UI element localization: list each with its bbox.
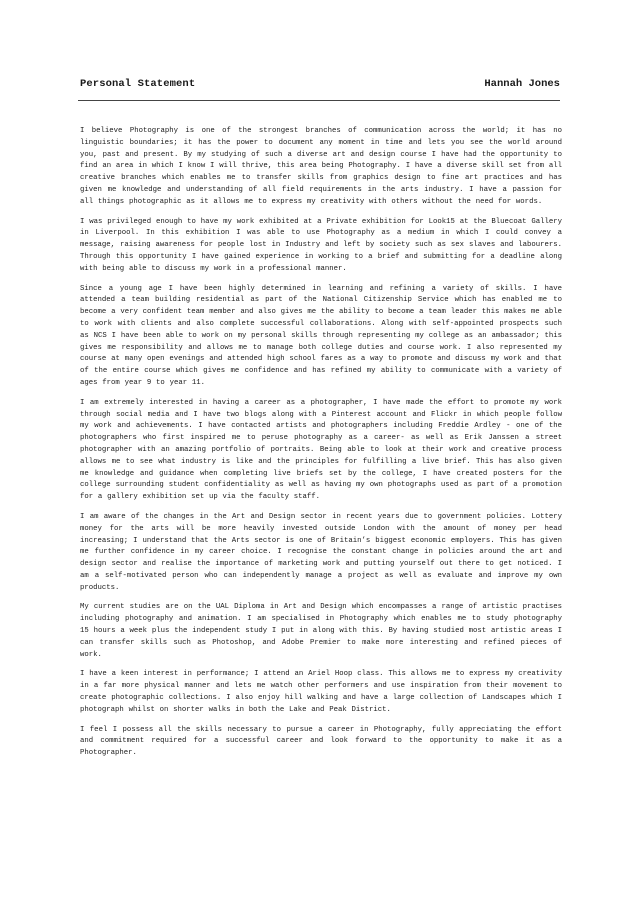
paragraph: I was privileged enough to have my work exhibited at a Private exhibition for Look15 at the Bluecoat Gallery in Liverpool. In this exhibition I was able to use Photography as a medium in which I could convey a message, raising awareness for people lost in Industry and left by society such as sex slaves and labourers. Through this opportunity I have gained experience in working to a brief and submitting for a deadline along with being able to discuss my work in a professional manner. <box>80 217 562 273</box>
author-name: Hannah Jones <box>484 78 560 90</box>
paragraph: I am extremely interested in having a career as a photographer, I have made the effort to promote my work through social media and I have two blogs along with a Pinterest account and Flickr in which people follow my work and achievements. I have contacted artists and photographers including Freddie Ardley - one of the photographers who first inspired me to peruse photography as a career- as well as Erik Janssen a street photographer with an amazing portfolio of portraits. Being able to look at their work and creative process allows me to see what industry is like and the principles for fulfilling a live brief. This has also given me knowledge and guidance when completing live briefs set by the college, I have created posters for the college surrounding student confidentiality as well as having my own photographs used as part of a promotion for a gallery exhibition set up via the faculty staff. <box>80 398 562 502</box>
header-divider <box>78 100 560 101</box>
document-title: Personal Statement <box>80 78 196 90</box>
paragraph: Since a young age I have been highly determined in learning and refining a variety of skills. I have attended a team building residential as part of the National Citizenship Service which has enabled me to become a very confident team member and also gives me the ability to become a team leader this makes me able to work with clients and also complete successful collaborations. Along with self-appointed prospects such as NCS I have been able to work on my personal skills through representing my college as an ambassador; this gives me responsibility and allows me to manage both college duties and course work. I also represented my course at many open evenings and attended high school fares as a way to promote and discuss my work and that of the entire course which gives me confidence and has refined my ability to communicate with a variety of ages from year 9 to year 11. <box>80 284 562 387</box>
statement-body <box>80 126 562 768</box>
paragraph: My current studies are on the UAL Diploma in Art and Design which encompasses a range of artistic practises including photography and animation. I am specialised in Photography which enables me to study photography 15 hours a week plus the independent study I put in along with this. By having studied most artistic areas I can transfer skills such as Photoshop, and Adobe Premier to make more interesting and refined pieces of work. <box>80 603 562 659</box>
document-header <box>80 78 560 94</box>
paragraph: I feel I possess all the skills necessary to pursue a career in Photography, fully appreciating the effort and commitment required for a successful career and look forward to the opportunity to make it as a Photographer. <box>80 725 562 758</box>
paragraph: I have a keen interest in performance; I attend an Ariel Hoop class. This allows me to express my creativity in a far more physical manner and lets me watch other performers and use inspiration from their movement to create photographic collections. I also enjoy hill walking and have a large collection of Landscapes which I photograph whilst on shorter walks in both the Lake and Peak District. <box>80 670 562 714</box>
paragraph: I believe Photography is one of the strongest branches of communication across the world; it has no linguistic boundaries; it has the power to document any moment in time and lets you see the world around you, past and present. By my studying of such a diverse art and design course I have had the opportunity to find an area in which I know I will thrive, this area being Photography. I have a diverse skill set from all creative branches which enables me to transfer skills from graphics design to fine art practices and has given me knowledge and understanding of all field requirements in the arts industry. I have a passion for all things photographic as it allows me to express my creativity with others without the need for words. <box>80 127 562 206</box>
paragraph: I am aware of the changes in the Art and Design sector in recent years due to government policies. Lottery money for the arts will be more heavily invested outside London with the amount of money per head increasing; I understand that the Arts sector is one of Britain’s biggest economic employers. This has given me further confidence in my career choice. I recognise the constant change in policies around the art and design sector and realise the importance of marketing work and putting yourself out there to get noticed. I am a self-motivated person who can independently manage a project as well as evaluate and improve my own products. <box>80 512 562 592</box>
